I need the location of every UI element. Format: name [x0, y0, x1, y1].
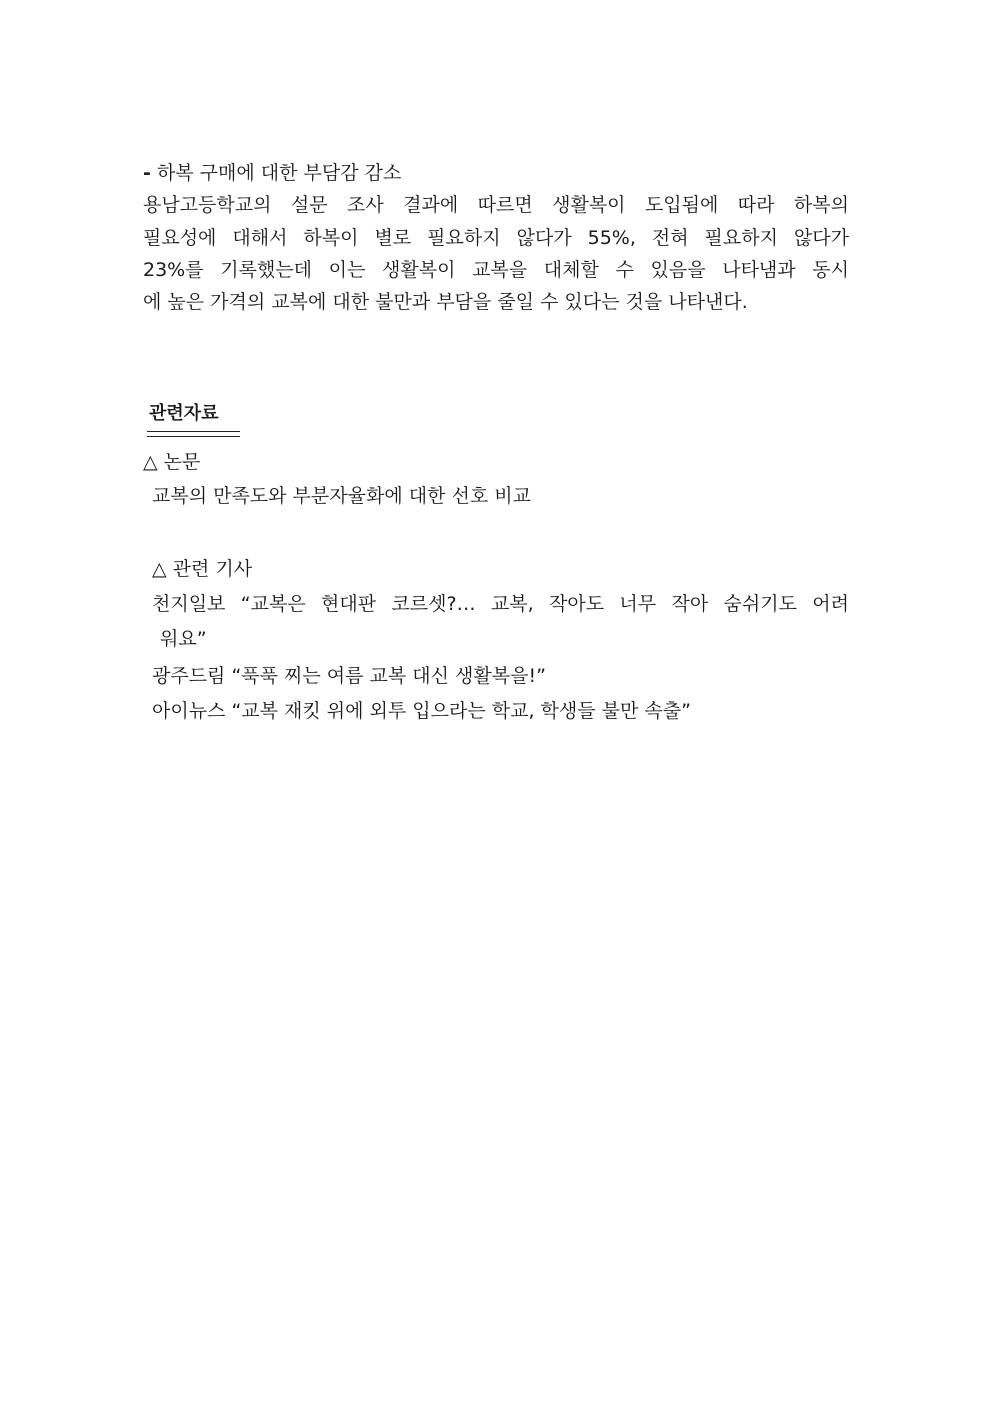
section-heading	[143, 162, 401, 184]
article-item-3: 아이뉴스 “교복 재킷 위에 외투 입으라는 학교, 학생들 불만 속출”	[152, 700, 691, 722]
articles-header: △ 관련 기사	[152, 558, 253, 580]
dash-bullet: -	[143, 162, 151, 184]
body-line-1: 용남고등학교의 설문 조사 결과에 따르면 생활복이 도입됨에 따라 하복의	[143, 194, 849, 216]
article-item-2: 광주드림 “푹푹 찌는 여름 교복 대신 생활복을!”	[152, 665, 546, 687]
paper-item: 교복의 만족도와 부분자율화에 대한 선호 비교	[152, 485, 531, 507]
body-line-4: 에 높은 가격의 교복에 대한 불만과 부담을 줄일 수 있다는 것을 나타낸다.	[143, 291, 748, 313]
article-item-1-cont: 워요”	[160, 628, 207, 650]
related-materials-title: 관련자료	[149, 403, 219, 424]
paper-header: △ 논문	[143, 451, 201, 473]
body-line-2: 필요성에 대해서 하복이 별로 필요하지 않다가 55%, 전혀 필요하지 않다가	[143, 227, 849, 249]
article-item-1: 천지일보 “교복은 현대판 코르셋?… 교복, 작아도 너무 작아 숨쉬기도 어려	[152, 593, 849, 615]
title-double-underline	[147, 431, 240, 437]
section-heading-text: 하복 구매에 대한 부담감 감소	[156, 162, 402, 184]
body-line-3: 23%를 기록했는데 이는 생활복이 교복을 대체할 수 있음을 나타냄과 동시	[143, 259, 849, 281]
